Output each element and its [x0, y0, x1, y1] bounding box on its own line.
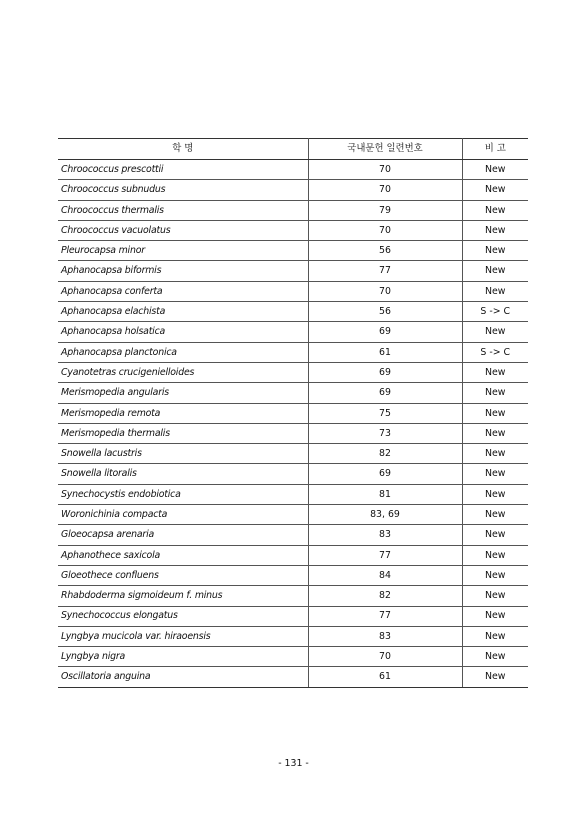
table-row	[58, 261, 528, 281]
table-row	[58, 444, 528, 464]
table-row	[58, 667, 528, 687]
reference-number-cell: 77	[308, 545, 462, 565]
species-name-cell: Merismopedia thermalis	[58, 423, 308, 443]
species-name-cell: Aphanocapsa elachista	[58, 302, 308, 322]
species-name-cell: Synechocystis endobiotica	[58, 484, 308, 504]
remarks-cell: New	[462, 362, 528, 382]
table-row	[58, 484, 528, 504]
remarks-cell: New	[462, 484, 528, 504]
reference-number-cell: 70	[308, 180, 462, 200]
remarks-cell: New	[462, 180, 528, 200]
remarks-cell: New	[462, 545, 528, 565]
remarks-cell: S -> C	[462, 342, 528, 362]
remarks-cell: New	[462, 261, 528, 281]
table-row	[58, 180, 528, 200]
header-reference-number: 국내문헌 일련번호	[308, 139, 462, 160]
species-name-cell: Lyngbya nigra	[58, 647, 308, 667]
reference-number-cell: 75	[308, 403, 462, 423]
remarks-cell: New	[462, 667, 528, 687]
reference-number-cell: 69	[308, 362, 462, 382]
remarks-cell: New	[462, 626, 528, 646]
remarks-cell: New	[462, 281, 528, 301]
reference-number-cell: 83	[308, 525, 462, 545]
species-name-cell: Chroococcus prescottii	[58, 160, 308, 180]
reference-number-cell: 81	[308, 484, 462, 504]
remarks-cell: New	[462, 403, 528, 423]
reference-number-cell: 82	[308, 444, 462, 464]
table-row	[58, 626, 528, 646]
species-name-cell: Merismopedia remota	[58, 403, 308, 423]
table-header-row	[58, 139, 528, 160]
remarks-cell: New	[462, 505, 528, 525]
table-row	[58, 383, 528, 403]
reference-number-cell: 82	[308, 586, 462, 606]
reference-number-cell: 70	[308, 220, 462, 240]
remarks-cell: New	[462, 322, 528, 342]
table-row	[58, 423, 528, 443]
reference-number-cell: 77	[308, 261, 462, 281]
reference-number-cell: 56	[308, 241, 462, 261]
table-row	[58, 586, 528, 606]
species-name-cell: Aphanocapsa conferta	[58, 281, 308, 301]
remarks-cell: New	[462, 586, 528, 606]
remarks-cell: New	[462, 200, 528, 220]
table-row	[58, 647, 528, 667]
table-row	[58, 220, 528, 240]
table-row	[58, 160, 528, 180]
table-row	[58, 403, 528, 423]
reference-number-cell: 61	[308, 667, 462, 687]
species-name-cell: Pleurocapsa minor	[58, 241, 308, 261]
reference-number-cell: 83	[308, 626, 462, 646]
species-name-cell: Chroococcus subnudus	[58, 180, 308, 200]
table-body	[58, 160, 528, 688]
remarks-cell: New	[462, 444, 528, 464]
species-name-cell: Chroococcus vacuolatus	[58, 220, 308, 240]
table-row	[58, 525, 528, 545]
species-name-cell: Merismopedia angularis	[58, 383, 308, 403]
remarks-cell: New	[462, 383, 528, 403]
species-name-cell: Rhabdoderma sigmoideum f. minus	[58, 586, 308, 606]
species-name-cell: Cyanotetras crucigenielloides	[58, 362, 308, 382]
species-name-cell: Oscillatoria anguina	[58, 667, 308, 687]
header-scientific-name: 학 명	[58, 139, 308, 160]
reference-number-cell: 77	[308, 606, 462, 626]
species-name-cell: Gloeocapsa arenaria	[58, 525, 308, 545]
table-row	[58, 322, 528, 342]
species-name-cell: Snowella lacustris	[58, 444, 308, 464]
reference-number-cell: 84	[308, 565, 462, 585]
remarks-cell: New	[462, 241, 528, 261]
remarks-cell: New	[462, 160, 528, 180]
table-row	[58, 545, 528, 565]
reference-number-cell: 70	[308, 281, 462, 301]
remarks-cell: New	[462, 565, 528, 585]
species-name-cell: Gloeothece confluens	[58, 565, 308, 585]
remarks-cell: New	[462, 525, 528, 545]
reference-number-cell: 73	[308, 423, 462, 443]
species-name-cell: Chroococcus thermalis	[58, 200, 308, 220]
reference-number-cell: 83, 69	[308, 505, 462, 525]
remarks-cell: New	[462, 606, 528, 626]
header-remarks: 비 고	[462, 139, 528, 160]
reference-number-cell: 56	[308, 302, 462, 322]
species-name-cell: Lyngbya mucicola var. hiraoensis	[58, 626, 308, 646]
reference-number-cell: 61	[308, 342, 462, 362]
reference-number-cell: 69	[308, 464, 462, 484]
remarks-cell: New	[462, 464, 528, 484]
species-name-cell: Synechococcus elongatus	[58, 606, 308, 626]
table-row	[58, 342, 528, 362]
species-name-cell: Aphanocapsa holsatica	[58, 322, 308, 342]
reference-number-cell: 70	[308, 647, 462, 667]
table-row	[58, 281, 528, 301]
species-name-cell: Aphanocapsa planctonica	[58, 342, 308, 362]
reference-number-cell: 69	[308, 322, 462, 342]
table-row	[58, 505, 528, 525]
table-row	[58, 200, 528, 220]
table-row	[58, 565, 528, 585]
table-row	[58, 464, 528, 484]
page-number: - 131 -	[278, 758, 309, 769]
remarks-cell: New	[462, 423, 528, 443]
table-row	[58, 606, 528, 626]
species-name-cell: Aphanothece saxicola	[58, 545, 308, 565]
reference-number-cell: 69	[308, 383, 462, 403]
table-row	[58, 302, 528, 322]
species-table	[58, 138, 528, 688]
reference-number-cell: 70	[308, 160, 462, 180]
species-name-cell: Aphanocapsa biformis	[58, 261, 308, 281]
remarks-cell: New	[462, 647, 528, 667]
remarks-cell: New	[462, 220, 528, 240]
reference-number-cell: 79	[308, 200, 462, 220]
remarks-cell: S -> C	[462, 302, 528, 322]
table-row	[58, 241, 528, 261]
table-row	[58, 362, 528, 382]
species-name-cell: Snowella litoralis	[58, 464, 308, 484]
species-name-cell: Woronichinia compacta	[58, 505, 308, 525]
